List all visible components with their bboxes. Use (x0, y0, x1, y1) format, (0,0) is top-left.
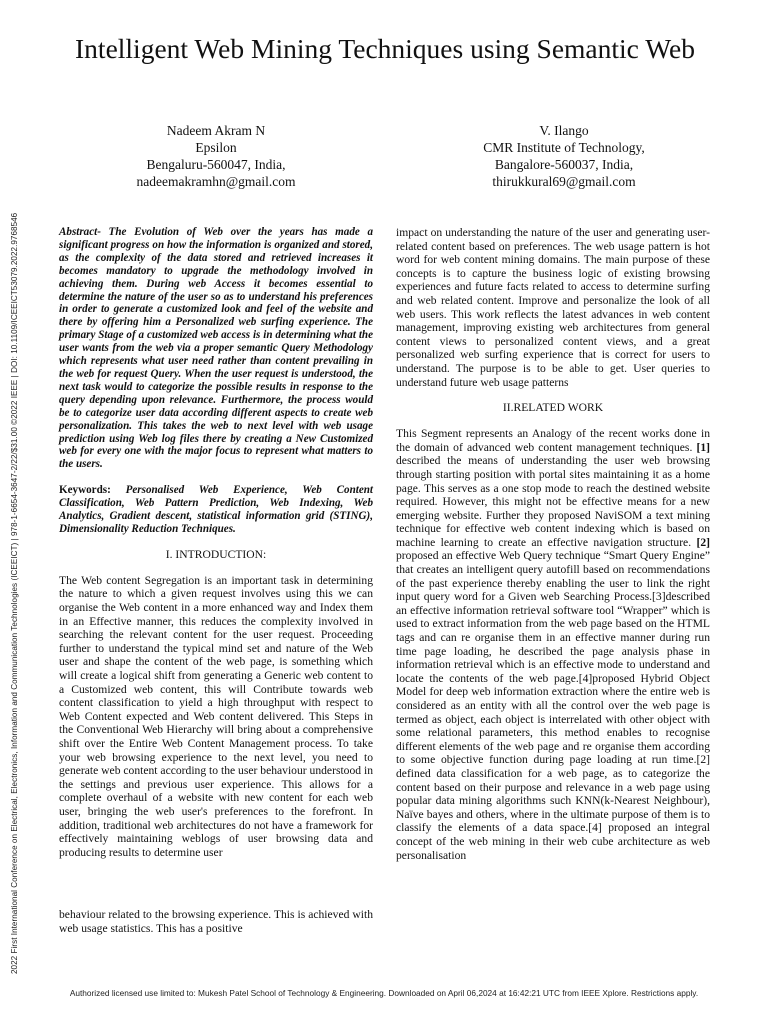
paper-title: Intelligent Web Mining Techniques using Semantic Web (75, 33, 695, 64)
related-work-text-part: proposed an effective Web Query technique “Smart Query Engine” that creates an intelligent query autofill based on recommendations of the past experience thereby enabling the user to link the right input query word for a Given web Searching Process.[3]described an effective information retrieval software tool “Wrapper” which is used to extract information from the web page based on the HTML tags and can re organise them in an effective manner during run time page loading, he described the page analysis phase in information retrieval which is an effective mode to understand and locate the contents of the web page.[4]proposed Hybrid Object Model for deep web information extraction where the entire web is considered as an entity with all the control over the web page is termed as object, each object is interrelated with other object with some relational parameters, this method enables to recognise different elements of the web page and re organise them according to some objective function during page loading at run time.[2] defined data classification for a web page, as to categorize the content based on their purpose and relevance in a web page using popular data mining algorithms such KNN(k-Nearest Neighbour), Naïve bayes and others, where in the ultimate purpose of them is to classify the elements of a data space.[4] proposed an integral concept of the web mining in their web cube architecture as web personalisation (396, 549, 710, 862)
abstract: Abstract- The Evolution of Web over the years has made a significant progress on how the information is organized and stored, as the complexity of the data stored and retrieved increases it becomes mandatory to upgrade the methodology involved in achieving them. During web Access it becomes essential to determine the nature of the user so as to understand his preferences in order to generate a customized look and feel of the website and there by offering him a Personalized web surfing experience. The primary Stage of a customized web access is in determining what the user wants from the web via a proper semantic Query Methodology which represents what user need rather than content prevailing in the web for request Query. When the user request is understood, the next task would to categorize the possible results in response to the query depending upon relevance. Furthermore, the process would be to categorize user data according different aspects to create web personalization. This takes the web to next level with web usage prediction using Web log files there by creating a New Customized web for every one with the major focus to represent what matters to the users. (59, 226, 373, 471)
author-email: nadeemakramhn@gmail.com (136, 174, 296, 189)
side-note-text: 2022 First International Conference on Electrical, Electronics, Information and Communication Technologies (ICEEICT) | 978-1-6654-3647-2/22/$31.00 ©2022 IEEE | DOI: 10.1109/ICEEICT53079.2022.9768546 (10, 212, 19, 974)
license-footer: Authorized licensed use limited to: Mukesh Patel School of Technology & Engineering. Downloaded on April 06,2024 at 16:42:21 UTC from IEEE Xplore. Restrictions apply. (69, 988, 699, 998)
conference-side-note (8, 134, 22, 974)
left-column (59, 226, 373, 859)
introduction-text: The Web content Segregation is an important task in determining the nature to which a given request involves using this we can organise the Web content in a more enhanced way and Index them in an Effective manner, this reduces the complexity involved in searching the relevant content for the user request. Proceeding further to understand the typical mind set and nature of the Web user and shape the content of the web page, is something which will create a logical shift from generating a Generic web content to a Customized web content, this will Contribute towards web content classification to yield a high throughput with respect to Web Content expected and Web content delivered. This Steps in the Conventional Web Hierarchy will bring about a comprehensive shift over the Entire Web Content Management process. To take your web browsing experience to the next level, you need to generate web content according to the user behaviour understood in the settings and previous user experience. This allows for a complete overhaul of a website with new content for each web user, bringing the web user's preferences to the forefront. In addition, traditional web architectures do not have a framework for effectively maintaining weblogs of user browsing data and producing results to determine user (59, 573, 373, 859)
author-name: V. Ilango (539, 123, 589, 138)
related-work-text-part: described the means of understanding the user web browsing through starting position with portal sites maintaining it as a home page. This serves as a one stop mode to reach the destined website required. However, this might not be effective means for a new emerging website. Further they proposed NaviSOM a text mining technique for effective web content indexing which is based on machine learning to create an effective navigation structure. (396, 454, 710, 549)
author-affiliation: Epsilon (195, 140, 237, 155)
keywords (59, 484, 373, 536)
introduction-text-continued: impact on understanding the nature of the user and generating user-related content based on preferences. The web usage pattern is hot word for web content mining domains. The main purpose of these concepts is to capture the business logic of existing browsing experiences and future facts related to access to determine surfing and web related content. Improve and personalize the look of all web users. This work reflects the latest advances in web content management, improving existing web architectures from general content views to personalized content views, and a great personalized web surfing experience that is correct for users to understand. The purpose is to be able to get. User queries to understand future web usage patterns (396, 226, 710, 389)
author-address: Bangalore-560037, India, (494, 157, 634, 172)
author-email: thirukkural69@gmail.com (492, 174, 636, 189)
section-heading-introduction: I. INTRODUCTION: (165, 547, 267, 561)
section-heading-related-work: II.RELATED WORK (502, 401, 604, 415)
left-column-continued: behaviour related to the browsing experience. This is achieved with web usage statistics. This has a positive (59, 908, 373, 935)
author-block-1 (86, 122, 346, 190)
author-name: Nadeem Akram N (166, 123, 266, 138)
author-affiliation: CMR Institute of Technology, (483, 140, 645, 155)
keywords-list: Personalised Web Experience, Web Content Classification, Web Pattern Prediction, Web Indexing, Web Analytics, Gradient descent, statistical information grid (STING), Dimensionality Reduction Techniques. (59, 484, 374, 535)
citation-ref: [2] (696, 535, 710, 549)
related-work-text-part: This Segment represents an Analogy of the recent works done in the domain of advanced web content management techniques. (396, 427, 710, 454)
right-column (396, 226, 710, 862)
related-work-text (396, 427, 710, 862)
author-block-2 (434, 122, 694, 190)
author-address: Bengaluru-560047, India, (146, 157, 286, 172)
citation-ref: [1] (696, 440, 710, 454)
keywords-label: Keywords: (59, 484, 111, 497)
